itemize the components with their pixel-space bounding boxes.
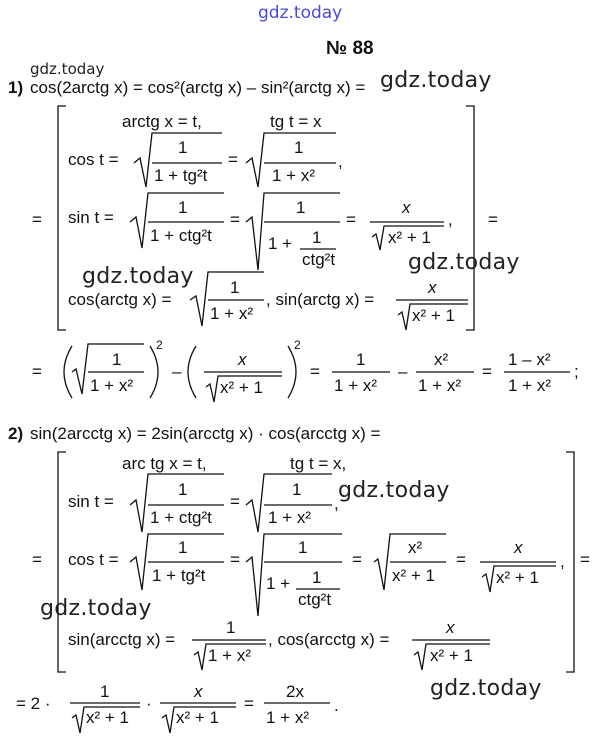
p1-sin-num2: 1: [296, 198, 306, 217]
p1-final-c-den: 1 + x²: [334, 376, 377, 395]
part2-number: 2): [8, 424, 24, 443]
p2-final-c-num: 2x: [286, 682, 304, 701]
watermark-small: gdz.today: [30, 60, 105, 78]
part1-number: 1): [8, 78, 24, 97]
p1-final-minus2: –: [398, 362, 408, 381]
p2-cos-oneplus: 1 +: [266, 574, 291, 593]
watermark-4: gdz.today: [338, 478, 450, 503]
p2-final-b-num: x: [194, 682, 203, 701]
p2-sinarcctg-num: 1: [226, 618, 236, 637]
p1-sin-eq2: =: [346, 210, 356, 229]
p1-cosarctg-den: 1 + x²: [210, 304, 253, 323]
p2-sub-right: tg t = x,: [290, 454, 347, 473]
p1-cos-eq: =: [228, 150, 238, 169]
p1-cos-comma: ,: [338, 152, 343, 171]
p1-sin-inner-den: ctg²t: [302, 250, 336, 269]
p1-final-b-sq: 2: [294, 338, 301, 352]
p1-cosarctg-num: 1: [230, 278, 240, 297]
p1-cos-arctg: cos(arctg x) =: [68, 290, 172, 309]
p1-sub-right: tg t = x: [270, 112, 322, 131]
p2-cos-comma: ,: [560, 552, 565, 571]
p2-cos-num3: x²: [408, 538, 423, 557]
p1-final-c-num: 1: [356, 350, 366, 369]
p1-final-minus1: –: [172, 362, 182, 381]
p2-cos-den3: x² + 1: [392, 566, 435, 585]
p2-cos-den4: x² + 1: [496, 568, 539, 587]
p1-final-b-den: x² + 1: [220, 378, 263, 397]
p1-final-a-den: 1 + x²: [90, 376, 133, 395]
p2-sin-lhs: sin t =: [68, 492, 114, 511]
p1-cos-den2: 1 + x²: [272, 166, 315, 185]
p1-sub-left: arctg x = t,: [122, 112, 202, 131]
p2-cos-arcctg: , cos(arcctg x) =: [268, 630, 390, 649]
p1-sin-den1: 1 + ctg²t: [150, 226, 212, 245]
p1-final-eq3: =: [482, 362, 492, 381]
p2-cos-eq2: =: [352, 550, 362, 569]
p2-sin-num1: 1: [178, 480, 188, 499]
p1-sin-inner-num: 1: [312, 228, 322, 247]
problem-number: № 88: [326, 38, 374, 59]
p2-cos-eq3: =: [456, 550, 466, 569]
p2-sub-left: arc tg x = t,: [122, 454, 207, 473]
p1-sinarctg-num: x: [428, 278, 437, 297]
p2-final-b-den: x² + 1: [176, 708, 219, 727]
p1-lead-eq: =: [32, 210, 42, 229]
p2-final-a-den: x² + 1: [86, 708, 129, 727]
p2-sinarcctg-den: 1 + x²: [208, 646, 251, 665]
p2-sin-den1: 1 + ctg²t: [150, 508, 212, 527]
p1-sin-num3: x: [402, 198, 411, 217]
p1-cos-lhs: cos t =: [68, 150, 119, 169]
p2-final-a-num: 1: [100, 682, 110, 701]
p2-lead-eq: =: [32, 550, 42, 569]
p2-cos-num1: 1: [178, 538, 188, 557]
p2-cos-lhs: cos t =: [68, 550, 119, 569]
p1-final-b-num: x: [238, 350, 247, 369]
p2-cosarcctg-num: x: [446, 618, 455, 637]
p1-final-a-sq: 2: [156, 338, 163, 352]
p1-final-d-den: 1 + x²: [418, 376, 461, 395]
p1-final-a-num: 1: [112, 350, 122, 369]
part1-statement: cos(2arctg x) = cos²(arctg x) – sin²(arctg x) =: [30, 78, 366, 97]
p2-final-eq: =: [244, 694, 254, 713]
p2-final-dot: ·: [146, 694, 152, 713]
p1-sin-comma: ,: [448, 210, 453, 229]
p1-final-eq: =: [32, 362, 42, 381]
watermark-6: gdz.today: [430, 676, 542, 701]
p1-cos-num2: 1: [294, 138, 304, 157]
watermark-top: gdz.today: [258, 3, 343, 23]
watermark-1: gdz.today: [380, 68, 492, 93]
p2-sin-arcctg: sin(arcctg x) =: [68, 630, 176, 649]
p1-final-semicolon: ;: [574, 362, 579, 381]
p1-final-eq2: =: [310, 362, 320, 381]
p1-sin-den3: x² + 1: [388, 228, 431, 247]
p1-final-e-num: 1 – x²: [508, 350, 551, 369]
p1-sin-oneplus: 1 +: [268, 234, 293, 253]
watermark-5: gdz.today: [40, 596, 152, 621]
watermark-2: gdz.today: [82, 264, 194, 289]
p1-sin-arctg: , sin(arctg x) =: [266, 290, 375, 309]
p1-sin-eq1: =: [230, 210, 240, 229]
p2-final-c-den: 1 + x²: [266, 708, 309, 727]
p1-cos-num1: 1: [178, 138, 188, 157]
p1-sin-num1: 1: [178, 198, 188, 217]
p2-cos-inner-den: ctg²t: [298, 590, 332, 609]
p2-cosarcctg-den: x² + 1: [430, 646, 473, 665]
p1-cos-den1: 1 + tg²t: [154, 166, 208, 185]
p2-sin-num2: 1: [292, 480, 302, 499]
p2-cos-num2: 1: [298, 538, 308, 557]
p1-final-e-den: 1 + x²: [508, 376, 551, 395]
p1-trail-eq: =: [488, 210, 498, 229]
p2-cos-den1: 1 + tg²t: [152, 566, 206, 585]
p2-final-prefix: = 2 ·: [16, 694, 51, 713]
p2-sin-eq: =: [230, 492, 240, 511]
part2-statement: sin(2arcctg x) = 2sin(arcctg x) · cos(arcctg x) =: [30, 424, 381, 443]
p2-cos-inner-num: 1: [312, 568, 322, 587]
p2-cos-num4: x: [514, 538, 523, 557]
p1-final-d-num: x²: [434, 350, 449, 369]
p2-final-period: .: [334, 696, 339, 715]
p2-trail-eq: =: [580, 550, 590, 569]
watermark-3: gdz.today: [408, 250, 520, 275]
p2-cos-eq1: =: [230, 550, 240, 569]
p2-sin-den2: 1 + x²: [268, 508, 311, 527]
p2-sin-comma: ,: [334, 494, 339, 513]
p1-sin-lhs: sin t =: [68, 208, 114, 227]
p1-sinarctg-den: x² + 1: [412, 306, 455, 325]
